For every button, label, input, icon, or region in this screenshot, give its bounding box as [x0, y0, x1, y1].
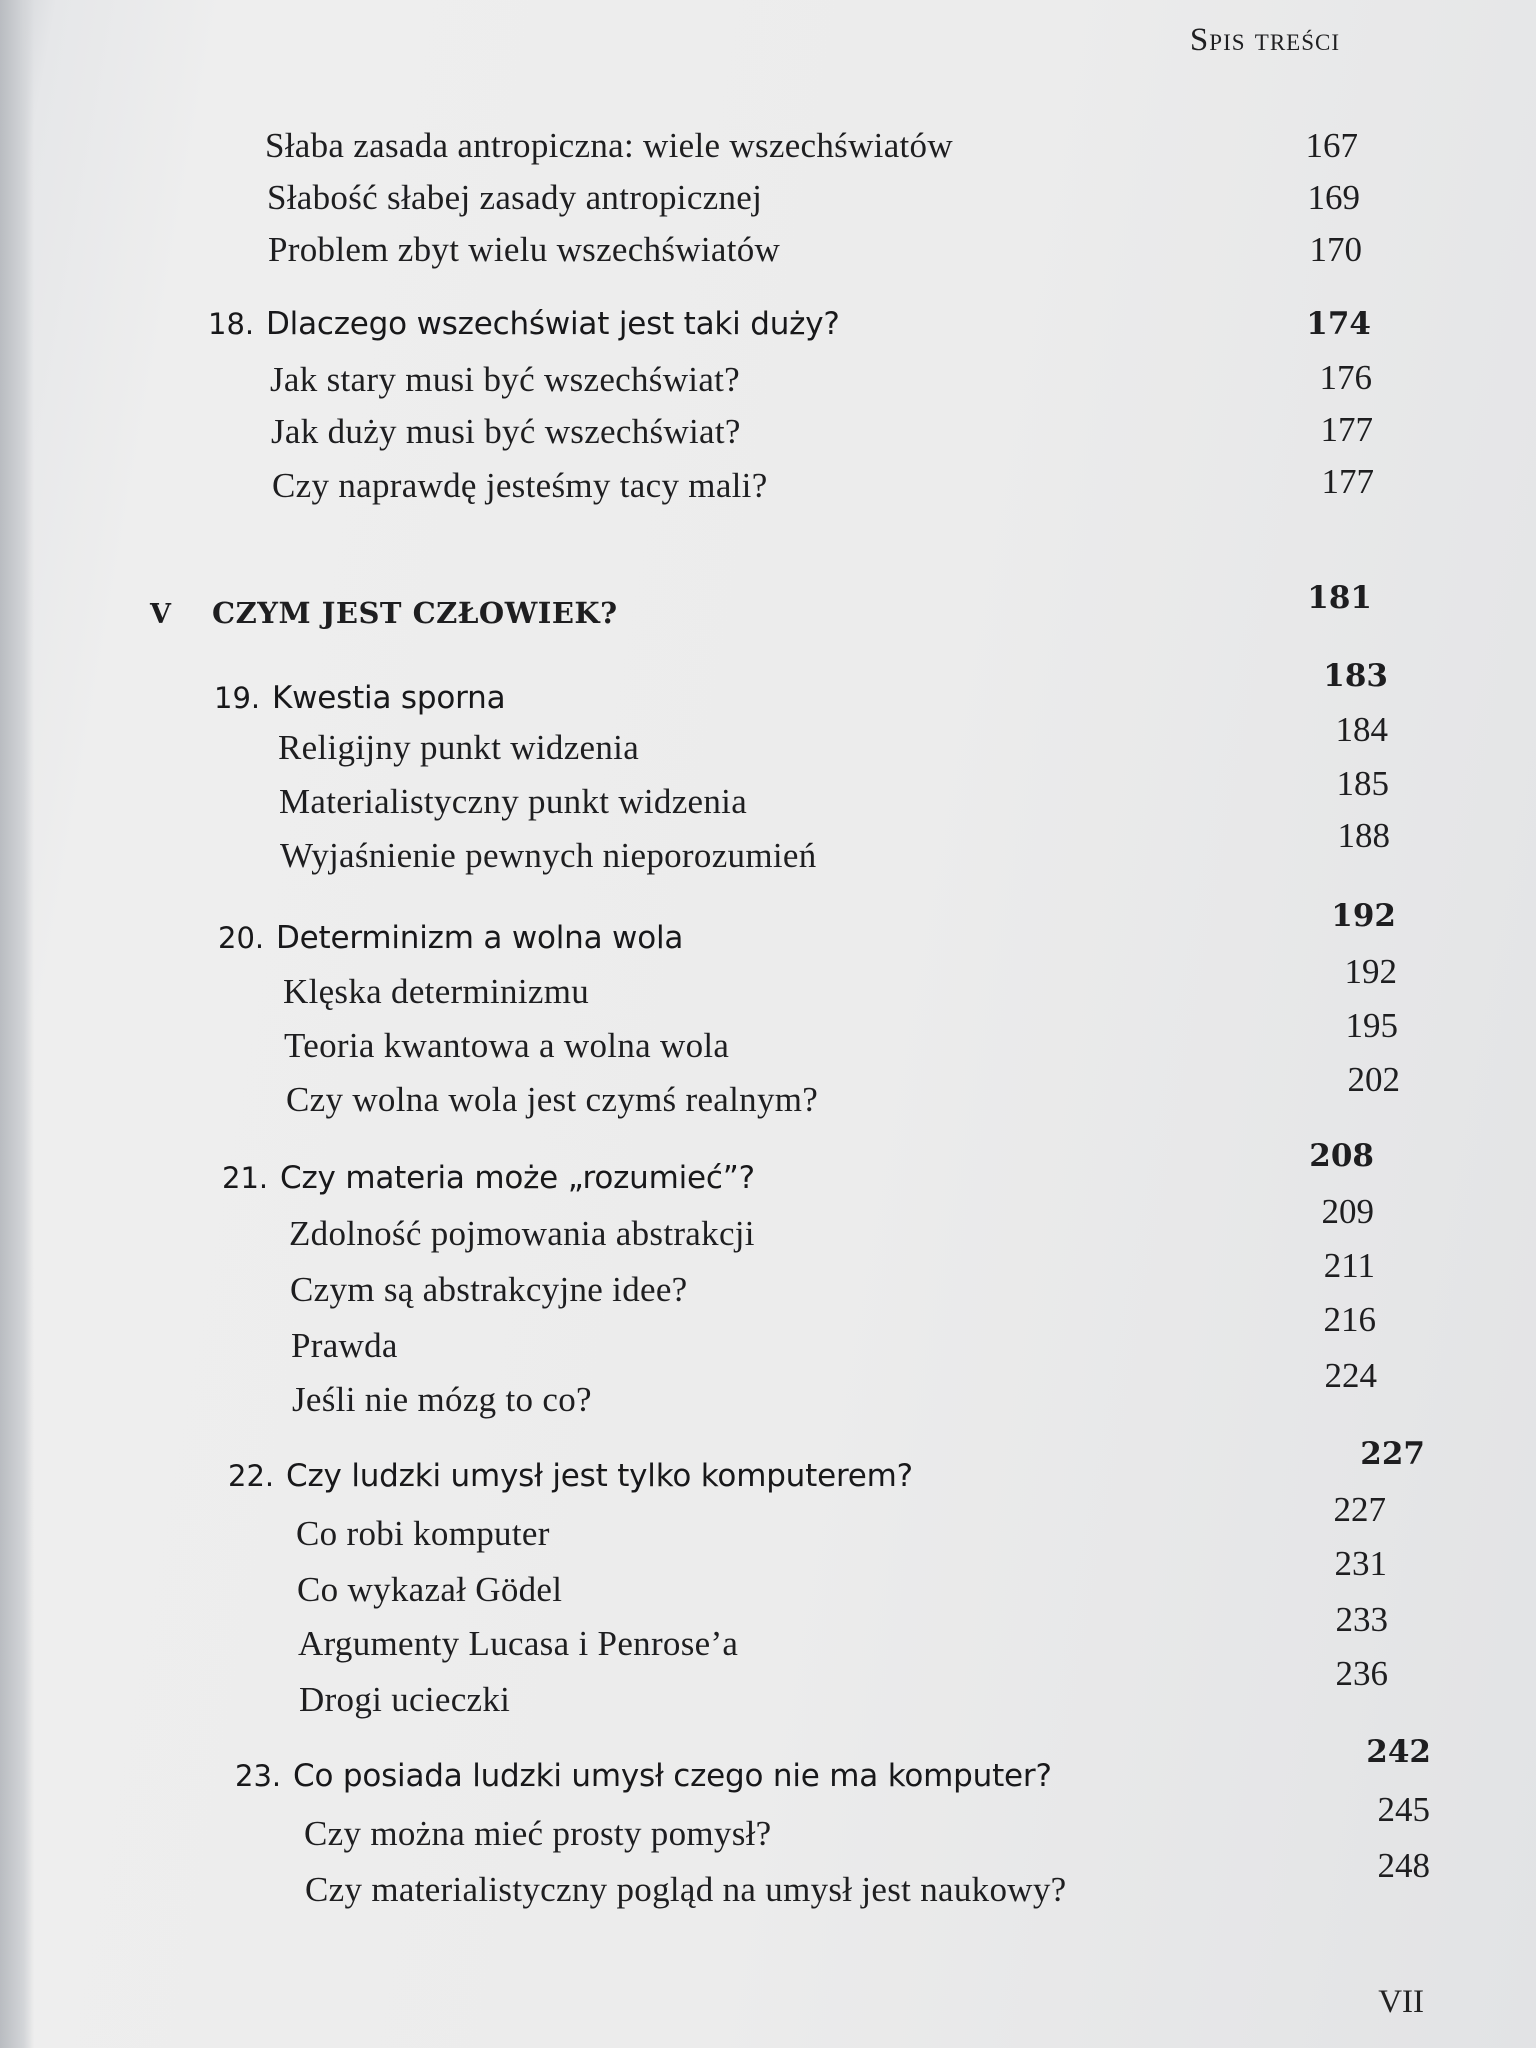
toc-entry[interactable]: Co wykazał Gödel	[297, 1570, 563, 1609]
toc-page-number: 177	[1321, 462, 1374, 501]
toc-entry[interactable]: Czy można mieć prosty pomysł?	[304, 1814, 772, 1853]
toc-entry[interactable]: Słaba zasada antropiczna: wiele wszechświatów	[265, 126, 953, 165]
toc-chapter-23[interactable]: 23. Co posiada ludzki umysł czego nie ma komputer?	[235, 1758, 1052, 1794]
toc-page-number: 224	[1324, 1356, 1377, 1395]
toc-entry[interactable]: Problem zbyt wielu wszechświatów	[268, 230, 781, 269]
toc-page-number: 245	[1377, 1790, 1430, 1829]
running-header: Spis treści	[1189, 22, 1340, 58]
toc-entry[interactable]: Co robi komputer	[296, 1514, 550, 1553]
toc-entry[interactable]: Klęska determinizmu	[283, 972, 590, 1011]
toc-chapter-page: 242	[1366, 1734, 1431, 1770]
toc-entry[interactable]: Wyjaśnienie pewnych nieporozumień	[280, 836, 817, 875]
toc-page-number: 216	[1323, 1300, 1376, 1339]
toc-entry[interactable]: Jeśli nie mózg to co?	[292, 1380, 592, 1419]
toc-page-number: 211	[1323, 1246, 1375, 1285]
toc-entry[interactable]: Czy wolna wola jest czymś realnym?	[286, 1080, 819, 1119]
toc-entry[interactable]: Teoria kwantowa a wolna wola	[284, 1026, 730, 1065]
toc-chapter-page: 192	[1331, 898, 1396, 934]
toc-chapter-19[interactable]: 19. Kwestia sporna	[214, 680, 506, 716]
toc-page-number: 248	[1377, 1846, 1430, 1885]
toc-chapter-22[interactable]: 22. Czy ludzki umysł jest tylko komputerem?	[228, 1458, 913, 1494]
toc-page-number: 195	[1345, 1006, 1398, 1045]
toc-page-number: 177	[1320, 410, 1373, 449]
toc-page-number: 170	[1309, 230, 1362, 269]
toc-entry[interactable]: Argumenty Lucasa i Penrose’a	[298, 1624, 739, 1663]
toc-entry[interactable]: Zdolność pojmowania abstrakcji	[289, 1214, 755, 1253]
toc-part-page: 181	[1307, 580, 1372, 616]
toc-page-number: 202	[1347, 1060, 1400, 1099]
toc-page-number: 209	[1321, 1192, 1374, 1231]
toc-page-number: 184	[1335, 710, 1388, 749]
toc-page-number: 236	[1335, 1654, 1388, 1693]
toc-page-number: 167	[1305, 126, 1358, 165]
toc-entry[interactable]: Religijny punkt widzenia	[278, 728, 640, 767]
toc-entry[interactable]: Czy materialistyczny pogląd na umysł jest naukowy?	[305, 1870, 1067, 1909]
toc-entry[interactable]: Jak duży musi być wszechświat?	[271, 412, 741, 451]
toc-chapter-page: 227	[1360, 1436, 1425, 1472]
toc-page-number: 169	[1307, 178, 1360, 217]
toc-entry[interactable]: Słabość słabej zasady antropicznej	[267, 178, 763, 217]
toc-chapter-20[interactable]: 20. Determinizm a wolna wola	[218, 920, 684, 956]
toc-page-number: 231	[1334, 1544, 1387, 1583]
toc-page-number: 185	[1336, 764, 1389, 803]
page-folio: VII	[1378, 1984, 1424, 2020]
toc-chapter-page: 174	[1306, 306, 1371, 342]
toc-chapter-18[interactable]: 18. Dlaczego wszechświat jest taki duży?	[208, 306, 840, 342]
toc-part-v[interactable]: V CZYM JEST CZŁOWIEK?	[150, 596, 618, 630]
toc-page-number: 176	[1319, 358, 1372, 397]
toc-entry[interactable]: Drogi ucieczki	[299, 1680, 511, 1719]
toc-entry[interactable]: Jak stary musi być wszechświat?	[270, 360, 741, 399]
toc-page-number: 233	[1335, 1600, 1388, 1639]
toc-chapter-page: 208	[1309, 1138, 1374, 1174]
toc-chapter-21[interactable]: 21. Czy materia może „rozumieć”?	[222, 1160, 755, 1196]
toc-chapter-page: 183	[1323, 658, 1388, 694]
toc-entry[interactable]: Prawda	[291, 1326, 398, 1365]
toc-page-number: 192	[1344, 952, 1397, 991]
toc-page-number: 227	[1333, 1490, 1386, 1529]
toc-entry[interactable]: Materialistyczny punkt widzenia	[279, 782, 748, 821]
toc-entry[interactable]: Czym są abstrakcyjne idee?	[290, 1270, 688, 1309]
toc-entry[interactable]: Czy naprawdę jesteśmy tacy mali?	[272, 466, 768, 505]
toc-page-number: 188	[1337, 816, 1390, 855]
